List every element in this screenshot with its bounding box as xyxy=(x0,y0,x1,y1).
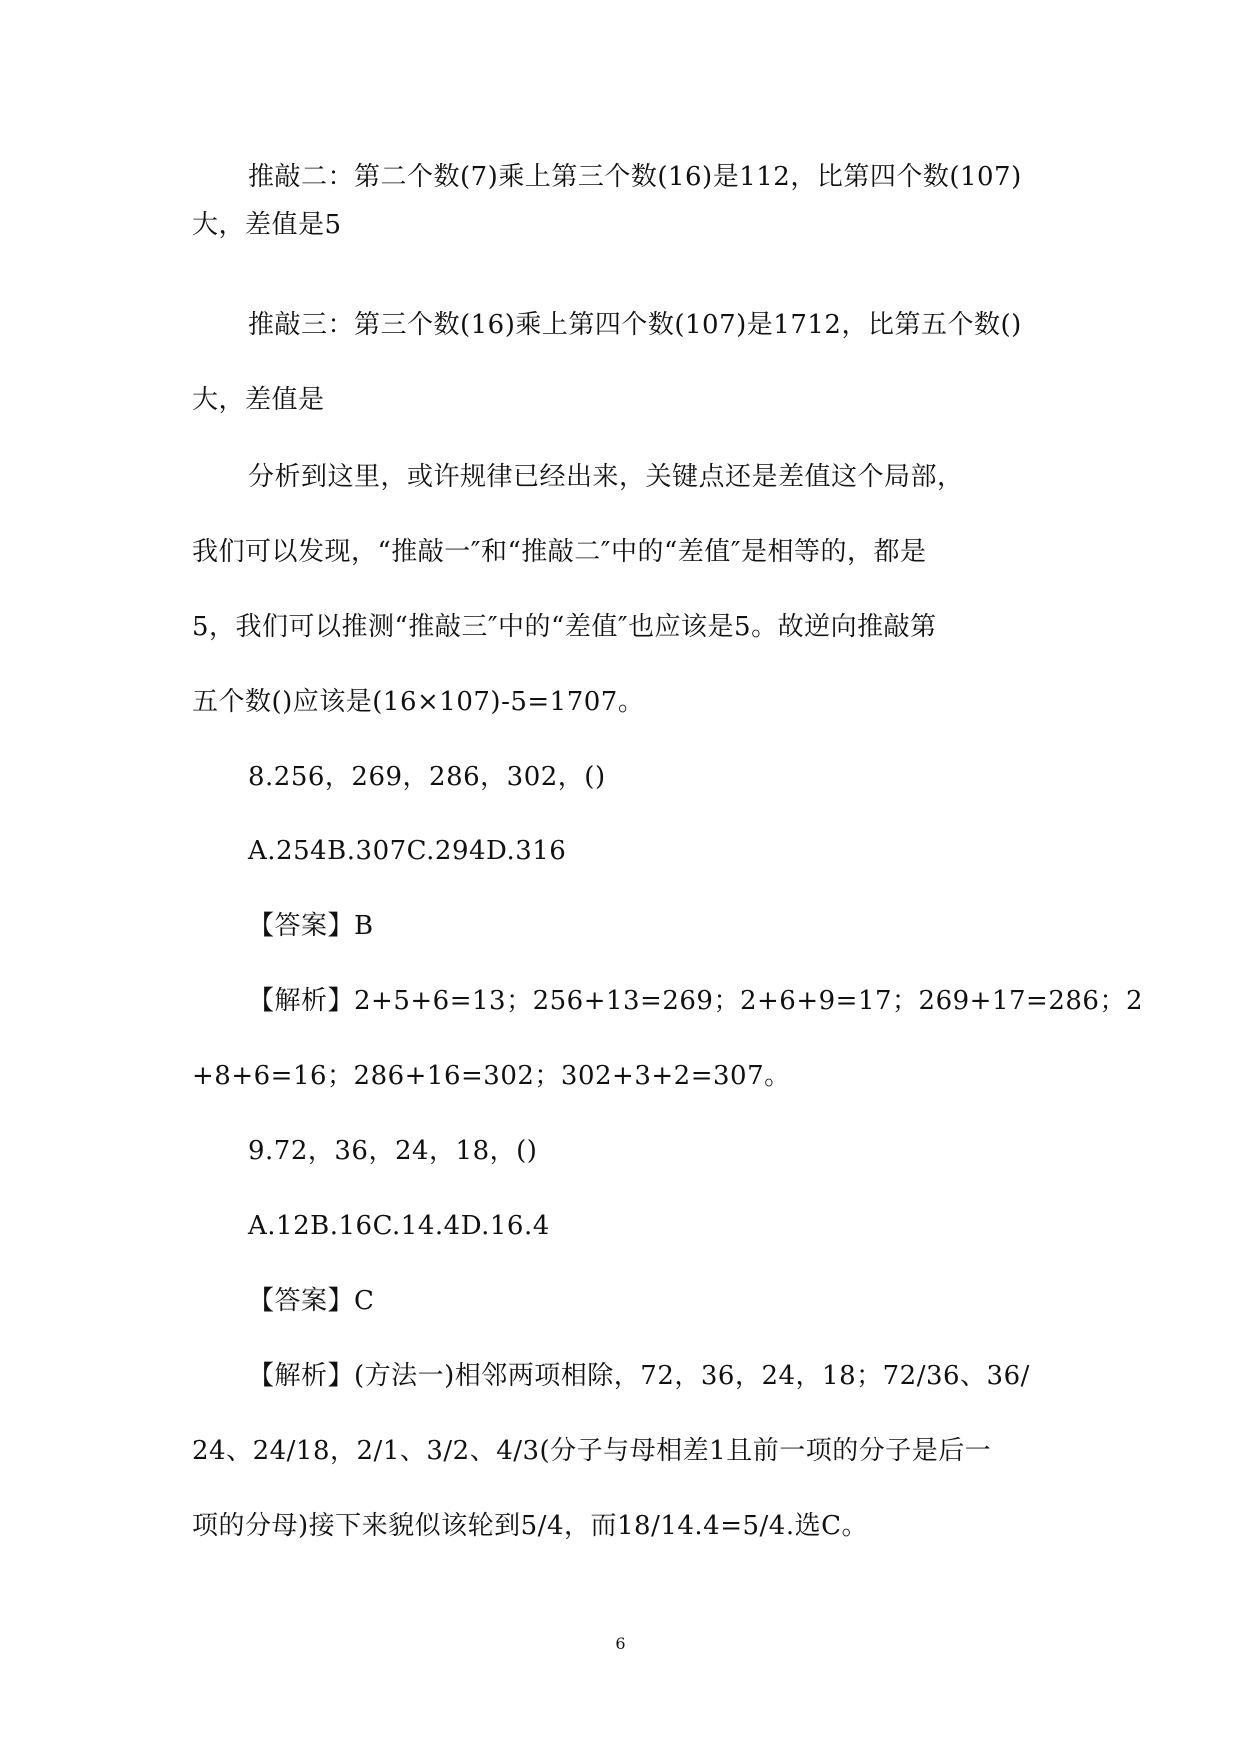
answer-line: 【答案】C xyxy=(248,1286,375,1316)
answer-line: 【答案】B xyxy=(248,911,374,941)
paragraph-line: 推敲二：第二个数(7)乘上第三个数(16)是112，比第四个数(107) xyxy=(248,162,1022,192)
analysis-line: 项的分母)接下来貌似该轮到5/4，而18/14.4=5/4.选C。 xyxy=(192,1511,869,1541)
paragraph-line: 我们可以发现，“推敲一″和“推敲二″中的“差值″是相等的，都是 xyxy=(192,537,927,567)
paragraph-line: 推敲三：第三个数(16)乘上第四个数(107)是1712，比第五个数() xyxy=(248,310,1022,340)
analysis-line: 【解析】2+5+6=13；256+13=269；2+6+9=17；269+17=286；2 xyxy=(248,986,1143,1016)
paragraph-line: 分析到这里，或许规律已经出来，关键点还是差值这个局部， xyxy=(248,462,964,492)
analysis-line: 【解析】(方法一)相邻两项相除，72，36，24，18；72/36、36/ xyxy=(248,1361,1030,1391)
options-line: A.254B.307C.294D.316 xyxy=(248,836,567,866)
page-number: 6 xyxy=(615,1634,626,1653)
paragraph-line: 五个数()应该是(16×107)-5=1707。 xyxy=(192,687,645,717)
analysis-line: +8+6=16；286+16=302；302+3+2=307。 xyxy=(192,1061,791,1091)
paragraph-line: 5，我们可以推测“推敲三″中的“差值″也应该是5。故逆向推敲第 xyxy=(192,612,937,642)
question-line: 8.256，269，286，302，() xyxy=(248,762,606,792)
analysis-line: 24、24/18，2/1、3/2、4/3(分子与母相差1且前一项的分子是后一 xyxy=(192,1436,992,1466)
paragraph-line: 大，差值是5 xyxy=(192,210,342,240)
question-line: 9.72，36，24，18，() xyxy=(248,1136,538,1166)
paragraph-line: 大，差值是 xyxy=(192,385,325,415)
options-line: A.12B.16C.14.4D.16.4 xyxy=(248,1211,550,1241)
